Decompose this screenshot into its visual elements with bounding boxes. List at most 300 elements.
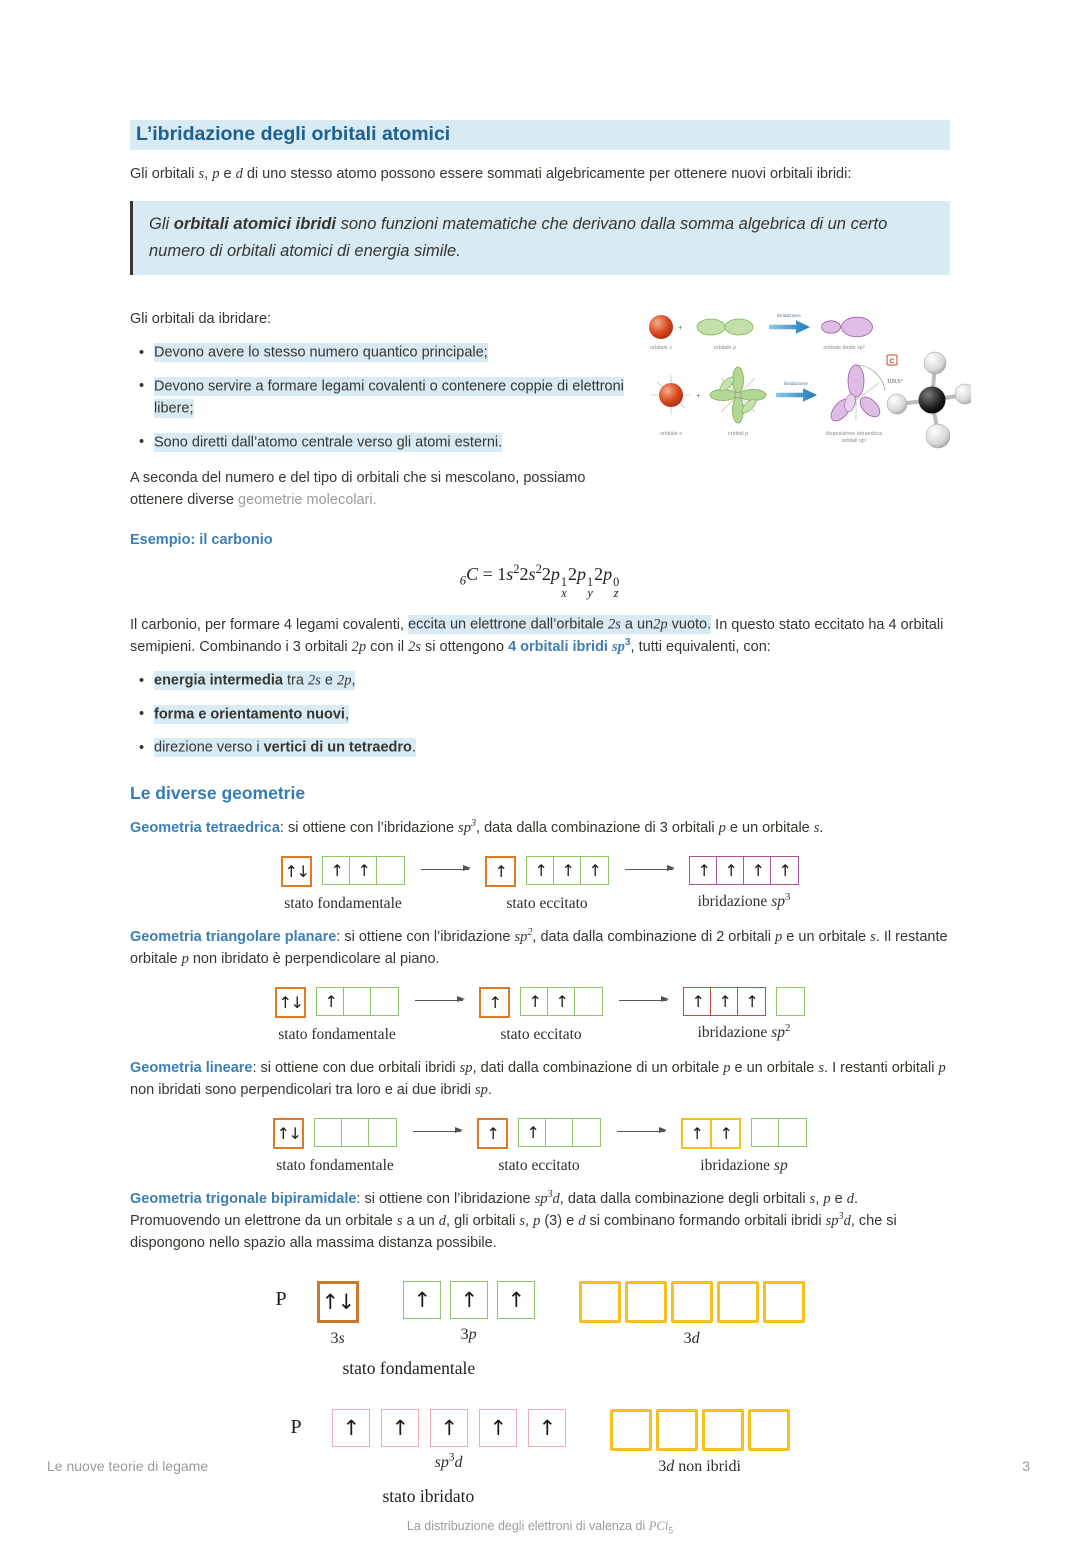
orbital-diagram-sp2 xyxy=(275,987,805,1044)
text-segment: forma e orientamento nuovi xyxy=(154,706,345,723)
text-segment: 3 xyxy=(460,1325,469,1343)
orbital-cell: ↑ xyxy=(477,1118,508,1149)
orbital-cluster-wrap xyxy=(273,1118,304,1149)
orbital-cluster xyxy=(322,856,405,885)
orbital-cell: ↑ xyxy=(689,856,718,885)
diagram-step xyxy=(317,1281,805,1348)
text-segment: A seconda del numero e del tipo di orbitali che si mescolano, possiamo ottenere diverse xyxy=(130,469,586,509)
text-segment: ibridazione xyxy=(697,892,772,910)
text-segment: geometrie molecolari xyxy=(238,492,373,509)
orbital-cluster xyxy=(520,987,603,1016)
orbital-cell: ↑ xyxy=(580,856,609,885)
text-segment: Gli xyxy=(149,215,174,234)
s-orbital-with-axes xyxy=(651,375,691,415)
orbital-diagram-sp xyxy=(273,1118,807,1175)
text-segment: La distribuzione degli elettroni di valenza di xyxy=(406,1518,649,1533)
text-segment: p xyxy=(603,563,613,584)
text-segment: sp xyxy=(514,928,528,945)
text-segment: 3 xyxy=(838,1211,844,1223)
orbital-cell xyxy=(574,987,603,1016)
orbital-cell xyxy=(748,1409,790,1451)
diagram-step xyxy=(479,987,603,1044)
text-segment: d xyxy=(235,166,243,182)
text-segment: s xyxy=(870,928,876,945)
diagram-step-label xyxy=(498,1157,579,1175)
diagram-step xyxy=(275,987,399,1044)
orbital-cluster xyxy=(485,856,516,887)
orbital-cluster-label xyxy=(461,1326,477,1344)
orbital-cell: ↑ xyxy=(681,1118,712,1149)
diagram-step-label xyxy=(697,890,791,911)
orbital-cell: ↑ xyxy=(526,856,555,885)
text-segment: non ibridato è perpendicolare al piano. xyxy=(188,951,440,968)
blue-arrow xyxy=(769,320,810,334)
text-segment: Sono diretti dall’atomo centrale verso gli atomi esterni. xyxy=(154,434,503,451)
label-orbitale-p: orbitale p xyxy=(713,345,737,352)
orbital-cluster-label xyxy=(684,1330,700,1348)
text-segment: sp xyxy=(771,1023,785,1041)
bipiramidale-paragraph xyxy=(130,1188,950,1255)
text-segment: p xyxy=(212,166,220,182)
text-segment: 2 xyxy=(513,561,520,576)
text-segment: d xyxy=(454,1453,463,1471)
text-segment: s xyxy=(396,1213,403,1230)
text-segment: 3 xyxy=(330,1329,339,1347)
text-segment: . Promuovendo un elettrone da un orbitale xyxy=(130,1190,859,1230)
text-segment: a un xyxy=(620,616,654,633)
orbital-cluster-wrap xyxy=(683,987,766,1016)
text-segment: . Il restante orbitale xyxy=(130,928,948,968)
sp3-hybrid-lobes xyxy=(822,317,873,337)
footer-page-number: 3 xyxy=(1022,1458,1030,1474)
text-segment: Devono servire a formare legami covalenti o contenere coppie di elettroni libere; xyxy=(154,378,624,417)
diagram-step xyxy=(477,1118,601,1175)
carbon-electron-configuration xyxy=(130,561,950,601)
definition-quote xyxy=(130,201,950,275)
orbital-cluster-wrap xyxy=(316,987,399,1018)
text-segment: sp xyxy=(773,1156,788,1174)
text-segment: , che si dispongono nello spazio alla massima distanza possibile. xyxy=(130,1213,897,1252)
text-segment: 3 xyxy=(683,1329,692,1347)
text-segment: Geometria lineare xyxy=(130,1059,253,1076)
text-segment: , data dalla combinazione degli orbitali xyxy=(559,1190,810,1207)
orbital-cluster xyxy=(479,987,510,1018)
orbital-cell xyxy=(341,1118,370,1147)
orbital-cell: ↑ xyxy=(518,1118,547,1147)
orbital-cluster xyxy=(316,987,399,1016)
text-segment: . xyxy=(487,1082,492,1099)
text-segment: sp xyxy=(771,892,785,910)
s-orbital-sphere xyxy=(649,315,673,339)
orbital-cell xyxy=(751,1118,780,1147)
orbital-cluster-wrap xyxy=(485,856,516,887)
text-segment: stato eccitato xyxy=(506,894,588,912)
text-segment: 2 xyxy=(541,563,551,584)
orbital-cluster xyxy=(683,987,766,1016)
text-segment: d xyxy=(666,1457,675,1475)
orbital-cluster xyxy=(477,1118,508,1149)
orbital-cell xyxy=(314,1118,343,1147)
list-item xyxy=(130,431,635,453)
diagram-step xyxy=(689,856,799,911)
orbital-cell xyxy=(763,1281,805,1323)
text-segment: non ibridi xyxy=(674,1457,741,1475)
orbital-cell xyxy=(671,1281,713,1323)
planare-paragraph xyxy=(130,926,950,971)
text-segment: , xyxy=(815,1190,824,1207)
diagram-note xyxy=(407,1519,673,1534)
orbital-cell xyxy=(717,1281,759,1323)
orbital-cell xyxy=(368,1118,397,1147)
text-segment: , xyxy=(204,166,213,182)
text-segment: vuoto. xyxy=(667,616,712,633)
text-segment: PCl xyxy=(648,1518,669,1533)
text-segment: In questo stato eccitato ha 4 orbitali semipieni. Combinando i 3 orbitali xyxy=(130,616,944,656)
text-segment: d xyxy=(578,1213,586,1230)
diagram-row xyxy=(275,1281,804,1348)
bond-angle-label: 109,5° xyxy=(887,379,903,386)
orbital-cell: ↑ xyxy=(683,987,712,1016)
label-orbitali-p: orbitali p xyxy=(727,431,749,438)
text-segment: ibridazione xyxy=(697,1023,772,1041)
text-segment: 3 xyxy=(470,818,477,830)
text-segment: , xyxy=(525,1213,534,1230)
orbital-cluster-wrap xyxy=(526,856,609,887)
orbital-cell: ↑ xyxy=(737,987,766,1016)
text-segment: p xyxy=(181,951,189,968)
text-segment: : si ottiene con l’ibridazione xyxy=(356,1190,535,1207)
orbital-cluster xyxy=(275,987,306,1018)
text-segment: p xyxy=(576,563,586,584)
text-segment: si combinano formando orbitali ibridi xyxy=(585,1213,826,1230)
orbital-box-group xyxy=(479,987,603,1018)
text-segment: s xyxy=(198,166,205,182)
orbital-cell xyxy=(545,1118,574,1147)
orbital-cluster-label xyxy=(330,1330,344,1348)
orbital-cluster-wrap xyxy=(681,1118,741,1149)
p-orbital-lobes xyxy=(697,319,753,335)
text-segment: 3 xyxy=(624,637,631,649)
orbital-cluster xyxy=(776,987,805,1016)
orbital-cluster-wrap xyxy=(281,856,312,887)
text-segment: : si ottiene con due orbitali ibridi xyxy=(252,1059,460,1076)
orbital-cluster-wrap xyxy=(479,987,510,1018)
hybrid-properties-list xyxy=(130,670,950,759)
orbital-cell xyxy=(370,987,399,1016)
list-item xyxy=(130,737,950,759)
orbital-cell xyxy=(625,1281,667,1323)
requisiti-after xyxy=(130,467,635,512)
text-segment: sp xyxy=(459,1059,473,1076)
orbital-cell xyxy=(579,1281,621,1323)
orbital-cluster-wrap xyxy=(751,1118,807,1149)
orbital-cluster-wrap xyxy=(689,856,799,885)
text-segment: 2 xyxy=(535,561,542,576)
ibridazione-arrow-label: ibridazione xyxy=(784,382,808,388)
text-segment: sp xyxy=(474,1082,488,1099)
requisiti-list xyxy=(130,342,635,454)
orbital-cell: ↑↓ xyxy=(317,1281,359,1323)
text-segment: s xyxy=(519,1213,526,1230)
diagram-step xyxy=(485,856,609,913)
text-segment: p xyxy=(550,563,560,584)
text-segment: d xyxy=(846,1190,855,1207)
text-segment: . xyxy=(411,739,416,756)
page-content xyxy=(130,120,950,1542)
diagram-row xyxy=(275,987,805,1044)
orbital-cell: ↑ xyxy=(497,1281,535,1319)
text-segment: C xyxy=(466,563,479,584)
text-segment: sp xyxy=(534,1190,548,1207)
orbital-hybridization-figure xyxy=(641,303,971,511)
text-segment: s xyxy=(506,563,514,584)
orbital-cluster xyxy=(332,1409,566,1447)
text-segment: , data dalla combinazione di 3 orbitali xyxy=(476,820,719,837)
diagram-step-label xyxy=(697,1021,791,1042)
text-segment: . xyxy=(372,492,377,509)
orbital-diagram-p-fondamentale xyxy=(275,1281,804,1379)
page-footer xyxy=(47,1458,1030,1474)
orbital-box-group xyxy=(273,1118,397,1149)
text-segment: p xyxy=(775,928,783,945)
text-segment: 2p xyxy=(653,616,668,633)
orbital-box-group xyxy=(477,1118,601,1149)
label-orbitale-s: orbitale s xyxy=(650,345,672,352)
orbital-cluster xyxy=(526,856,609,885)
orbital-cell: ↑ xyxy=(520,987,549,1016)
right-arrow xyxy=(415,1000,463,1001)
text-segment: 3 xyxy=(448,1451,455,1464)
text-segment: 3 xyxy=(784,890,791,903)
math-supsub: 1 y xyxy=(586,574,594,601)
text-segment: sono funzioni matematiche che derivano dalla somma algebrica di un certo numero di orbitali atomici di energia simile. xyxy=(149,215,888,260)
right-arrow xyxy=(617,1131,665,1132)
orbital-figure-svg xyxy=(641,303,971,455)
text-segment: non ibridati sono perpendicolari tra loro e ai due ibridi xyxy=(130,1082,475,1099)
orbital-cell: ↑ xyxy=(479,987,510,1018)
orbital-cell: ↑ xyxy=(553,856,582,885)
text-segment: . xyxy=(819,820,824,837)
orbital-cell xyxy=(702,1409,744,1451)
orbital-box-group xyxy=(683,987,805,1016)
text-segment: stato fondamentale xyxy=(342,1357,476,1378)
text-segment: s xyxy=(818,1059,825,1076)
orbital-cluster xyxy=(403,1281,535,1319)
orbital-cluster xyxy=(281,856,312,887)
diagram-step-label xyxy=(278,1026,396,1044)
carbon-label: C xyxy=(889,358,895,366)
text-segment: e un orbitale xyxy=(730,1059,819,1076)
label-disposizione-2: orbitali sp³ xyxy=(841,438,867,445)
text-segment: . I restanti orbitali xyxy=(824,1059,939,1076)
carbon-paragraph xyxy=(130,614,950,659)
orbital-cell: ↑ xyxy=(743,856,772,885)
orbital-cluster-wrap xyxy=(403,1281,535,1348)
text-segment: , tutti equivalenti, con: xyxy=(630,639,771,656)
plus-sign: + xyxy=(678,323,683,333)
orbital-cell: ↑ xyxy=(403,1281,441,1319)
text-segment: a un xyxy=(402,1213,439,1230)
orbital-cell: ↑ xyxy=(381,1409,419,1447)
orbital-cell xyxy=(656,1409,698,1451)
text-segment: Geometria trigonale bipiramidale xyxy=(130,1190,357,1207)
orbital-cell xyxy=(343,987,372,1016)
page-title: L’ibridazione degli orbitali atomici xyxy=(130,120,950,150)
orbital-cell: ↑ xyxy=(332,1409,370,1447)
text-segment: 2 xyxy=(527,926,533,938)
orbital-cluster xyxy=(317,1281,359,1323)
label-disposizione-1: disposizione tetraedrica xyxy=(825,431,883,438)
text-segment: d xyxy=(843,1213,851,1230)
text-segment: p xyxy=(718,820,726,837)
orbital-cluster-wrap xyxy=(776,987,805,1016)
text-segment: eccita un elettrone dall’orbitale xyxy=(408,616,608,633)
tetraedrica-paragraph xyxy=(130,817,950,839)
text-segment: Gli orbitali xyxy=(130,166,199,182)
lineare-paragraph xyxy=(130,1057,950,1102)
orbital-cluster xyxy=(689,856,799,885)
text-segment: sp xyxy=(434,1453,449,1471)
text-segment: e xyxy=(320,672,337,689)
orbital-diagram-sp3 xyxy=(281,856,799,913)
orbital-cell: ↑ xyxy=(349,856,378,885)
label-orbitale-s2: orbitale s xyxy=(660,431,682,438)
orbital-cell: ↑↓ xyxy=(275,987,306,1018)
text-segment: 2 xyxy=(594,563,604,584)
two-column-section xyxy=(130,295,950,511)
text-segment: sp xyxy=(612,639,625,656)
text-segment: stato ibridato xyxy=(382,1485,475,1506)
text-segment: p xyxy=(723,1059,731,1076)
text-segment: p xyxy=(938,1059,946,1076)
text-segment: e xyxy=(830,1190,847,1207)
text-segment: tra xyxy=(282,672,308,689)
diagram-step xyxy=(281,856,405,913)
diagram-step xyxy=(273,1118,397,1175)
text-segment: sp xyxy=(825,1213,839,1230)
right-arrow xyxy=(625,869,673,870)
left-column xyxy=(130,295,635,511)
text-segment: di uno stesso atomo possono essere sommati algebricamente per ottenere nuovi orbitali ibridi: xyxy=(242,166,852,182)
orbital-cluster-wrap xyxy=(579,1281,805,1348)
orbital-cluster xyxy=(751,1118,807,1147)
orbital-box-group xyxy=(317,1281,805,1348)
orbital-cell: ↑ xyxy=(710,1118,741,1149)
text-segment: s xyxy=(338,1329,345,1347)
orbital-cell: ↑ xyxy=(479,1409,517,1447)
orbital-cluster-wrap xyxy=(317,1281,359,1348)
text-segment: 2s xyxy=(408,639,421,656)
orbital-cell xyxy=(376,856,405,885)
text-segment: Devono avere lo stesso numero quantico principale; xyxy=(154,344,488,361)
orbital-cell: ↑ xyxy=(547,987,576,1016)
right-arrow xyxy=(421,869,469,870)
orbital-cluster-wrap xyxy=(477,1118,508,1149)
list-item xyxy=(130,375,635,420)
orbital-cell: ↑ xyxy=(322,856,351,885)
text-segment: direzione verso i xyxy=(154,739,264,756)
orbital-cell: ↑ xyxy=(316,987,345,1016)
text-segment: d xyxy=(438,1213,447,1230)
orbital-box-group xyxy=(281,856,405,887)
text-segment: s xyxy=(813,820,820,837)
diagram-step-label xyxy=(284,895,402,913)
text-segment: d xyxy=(691,1329,700,1347)
text-segment: : si ottiene con l’ibridazione xyxy=(279,820,459,837)
text-segment: si ottengono xyxy=(420,639,509,656)
text-segment: p xyxy=(468,1325,477,1343)
orbital-cell xyxy=(572,1118,601,1147)
diagram-step-label xyxy=(700,1157,787,1175)
diagram-caption xyxy=(342,1358,475,1379)
orbital-box-group xyxy=(681,1118,807,1149)
list-item xyxy=(130,342,635,364)
esempio-heading: Esempio: il carbonio xyxy=(130,531,273,548)
text-segment: 4 orbitali ibridi xyxy=(508,639,612,656)
text-segment: , data dalla combinazione di 2 orbitali xyxy=(532,928,776,945)
diagram-row xyxy=(281,856,799,913)
orbital-cluster-wrap xyxy=(314,1118,397,1149)
text-segment: = 1 xyxy=(478,563,507,584)
orbital-box-group xyxy=(485,856,609,887)
label-orbitale-ibrido: orbitale ibrido sp³ xyxy=(823,345,865,352)
text-segment: 2 xyxy=(519,563,529,584)
orbital-cluster xyxy=(681,1118,741,1149)
orbital-cluster xyxy=(518,1118,601,1147)
diagram-row xyxy=(273,1118,807,1175)
orbital-cluster-wrap xyxy=(322,856,405,887)
text-segment: e un orbitale xyxy=(782,928,871,945)
text-segment: 2s xyxy=(307,672,321,689)
text-segment: 2p xyxy=(351,639,367,656)
math-supsub: 0 z xyxy=(613,574,620,601)
text-segment: e un orbitale xyxy=(725,820,814,837)
orbital-cell: ↑↓ xyxy=(281,856,312,887)
diagram-step-label xyxy=(506,895,587,913)
diagram-step-label xyxy=(276,1157,394,1175)
text-segment: s xyxy=(809,1190,816,1207)
orbital-cell xyxy=(778,1118,807,1147)
text-segment: 2s xyxy=(607,616,621,633)
text-segment: p xyxy=(823,1190,831,1207)
list-item xyxy=(130,670,950,692)
footer-section-title: Le nuove teorie di legame xyxy=(47,1458,209,1474)
right-arrow xyxy=(619,1000,667,1001)
text-segment: Geometria triangolare planare xyxy=(130,928,337,945)
text-segment: 3 xyxy=(547,1188,553,1200)
text-segment: e xyxy=(219,166,236,182)
orbital-cluster xyxy=(579,1281,805,1323)
p-orbitals-cluster xyxy=(710,367,766,423)
orbital-cell xyxy=(776,987,805,1016)
geometrie-heading: Le diverse geometrie xyxy=(130,783,306,804)
text-segment: 6 xyxy=(459,573,467,588)
text-segment: orbitali atomici ibridi xyxy=(173,215,337,234)
text-segment: 2 xyxy=(784,1021,791,1034)
diagram-caption xyxy=(382,1486,474,1507)
orbital-cluster-wrap xyxy=(275,987,306,1018)
orbital-cell: ↑ xyxy=(528,1409,566,1447)
text-segment: , dati dalla combinazione di un orbitale xyxy=(472,1059,724,1076)
text-segment: ibridazione xyxy=(700,1156,774,1174)
orbital-cell: ↑↓ xyxy=(273,1118,304,1149)
text-segment: Geometria tetraedrica xyxy=(130,820,280,837)
orbital-cell: ↑ xyxy=(716,856,745,885)
orbital-cluster xyxy=(273,1118,304,1149)
text-segment: Il carbonio, per formare 4 legami covalenti, xyxy=(130,616,409,633)
text-segment: stato fondamentale xyxy=(276,1156,394,1174)
text-segment: 2 xyxy=(567,563,577,584)
